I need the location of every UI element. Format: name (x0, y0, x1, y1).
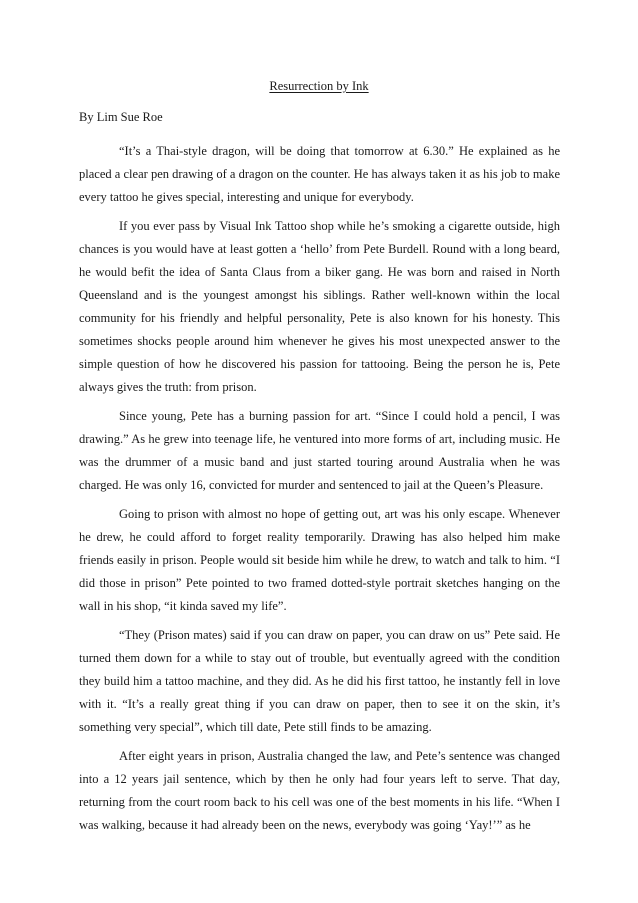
article-body (79, 140, 560, 837)
paragraph: Going to prison with almost no hope of getting out, art was his only escape. Whenever he drew, he could afford to forget reality temporarily. Drawing has also helped him make friends easily in prison. People would sit beside him while he drew, to watch and talk to him. “I did those in prison” Pete pointed to two framed dotted-style portrait sketches hanging on the wall in his shop, “it kinda saved my life”. (79, 507, 560, 613)
paragraph: “They (Prison mates) said if you can draw on paper, you can draw on us” Pete said. He turned them down for a while to stay out of trouble, but eventually agreed with the condition they build him a tattoo machine, and they did. As he did his first tattoo, he instantly fell in love with it. “It’s a really great thing if you can draw on paper, then to see it on the skin, it’s something very special”, which till date, Pete still finds to be amazing. (79, 628, 560, 734)
paragraph: If you ever pass by Visual Ink Tattoo shop while he’s smoking a cigarette outside, high chances is you would have at least gotten a ‘hello’ from Pete Burdell. Round with a long beard, he would befit the idea of Santa Claus from a biker gang. He was born and raised in North Queensland and is the youngest amongst his siblings. Rather well-known within the local community for his friendly and helpful personality, Pete is also known for his honesty. This sometimes shocks people around him whenever he gives his most unexpected answer to the simple question of how he discovered his passion for tattooing. Being the person he is, Pete always gives the truth: from prison. (79, 219, 560, 394)
document-title: Resurrection by Ink (269, 79, 369, 93)
byline: By Lim Sue Roe (79, 110, 163, 124)
paragraph: After eight years in prison, Australia changed the law, and Pete’s sentence was changed into a 12 years jail sentence, which by then he only had four years left to serve. That day, returning from the court room back to his cell was one of the best moments in his life. “When I was walking, because it had already been on the news, everybody was going ‘Yay!’” as he (79, 749, 560, 832)
paragraph: Since young, Pete has a burning passion for art. “Since I could hold a pencil, I was drawing.” As he grew into teenage life, he ventured into more forms of art, including music. He was the drummer of a music band and just started touring around Australia when he was charged. He was only 16, convicted for murder and sentenced to jail at the Queen’s Pleasure. (79, 409, 560, 492)
paragraph: “It’s a Thai-style dragon, will be doing that tomorrow at 6.30.” He explained as he placed a clear pen drawing of a dragon on the counter. He has always taken it as his job to make every tattoo he gives special, interesting and unique for everybody. (79, 144, 560, 204)
